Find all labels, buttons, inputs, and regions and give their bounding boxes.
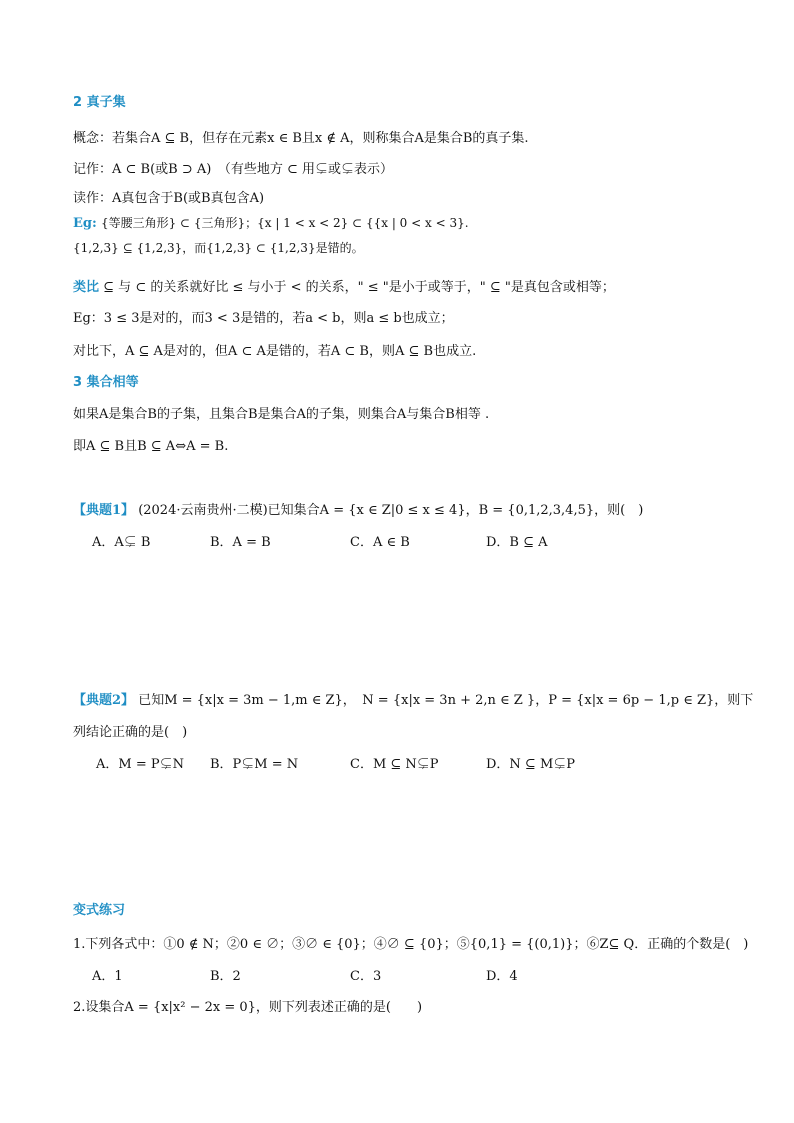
equality-line-1: 如果A是集合B的子集，且集合B是集合A的子集，则集合A与集合B相等 . <box>73 407 490 422</box>
example-2-option-c: C．M ⊆ N⊊P <box>350 757 439 772</box>
practice-q1-option-a: A．1 <box>92 969 123 984</box>
practice-title: 变式练习 <box>73 903 126 918</box>
eg2-line: Eg：3 ≤ 3是对的，而3 < 3是错的，若a < b，则a ≤ b也成立； <box>73 311 454 326</box>
practice-q1-option-d: D．4 <box>486 969 518 984</box>
example-2-tag: 【典题2】 <box>73 693 135 708</box>
example-1-option-a: A．A⊊ B <box>92 535 151 550</box>
equality-line-2: 即A ⊆ B且B ⊆ A⇔A = B. <box>73 439 229 454</box>
example-1-stem <box>73 502 643 520</box>
practice-q1-option-b: B．2 <box>210 969 241 984</box>
reading-line: 读作：A真包含于B(或B真包含A) <box>73 191 265 206</box>
example-2-option-a: A．M = P⊊N <box>96 757 184 772</box>
concept-line: 概念：若集合A ⊆ B，但存在元素x ∈ B且x ∉ A，则称集合A是集合B的真子集. <box>73 131 529 146</box>
example-line-2: {1,2,3} ⊆ {1,2,3}，而{1,2,3} ⊂ {1,2,3}是错的。 <box>73 241 364 255</box>
section-title-proper-subset: 2 真子集 <box>73 95 126 110</box>
example-2-option-d: D．N ⊆ M⊊P <box>486 757 576 772</box>
contrast-line: 对比下，A ⊆ A是对的，但A ⊂ A是错的，若A ⊂ B，则A ⊆ B也成立. <box>73 344 477 359</box>
example-2-option-b: B．P⊊M = N <box>210 757 299 772</box>
practice-q1-option-c: C．3 <box>350 969 382 984</box>
example-2-stem <box>73 692 753 710</box>
practice-question-1: 1.下列各式中：①0 ∉ N；②0 ∈ ∅；③∅ ∈ {0}；④∅ ⊆ {0}；⑤{0,1} = {(0,1)}；⑥Z⊆ Q．正确的个数是( ) <box>73 937 749 952</box>
eg-label: Eg: <box>73 216 97 231</box>
analogy-text: ⊆ 与 ⊂ 的关系就好比 ≤ 与小于 < 的关系，" ≤ "是小于或等于，" ⊆ "是真包含或相等； <box>103 280 615 295</box>
example-2-text: 已知M = {x|x = 3m − 1,m ∈ Z}， N = {x|x = 3n + 2,n ∈ Z }，P = {x|x = 6p − 1,p ∈ Z}，则下 <box>138 693 754 708</box>
example-1-tag: 【典题1】 <box>73 503 135 518</box>
example-2-stem-2: 列结论正确的是( ) <box>73 725 188 740</box>
analogy-line <box>73 279 615 297</box>
analogy-label: 类比 <box>73 280 100 295</box>
example-1-text: (2024·云南贵州·二模)已知集合A = {x ∈ Z|0 ≤ x ≤ 4}，B = {0,1,2,3,4,5}，则( ) <box>138 503 644 518</box>
section-title-set-equality: 3 集合相等 <box>73 375 139 390</box>
practice-question-2: 2.设集合A = {x|x² − 2x = 0}，则下列表述正确的是( ) <box>73 1000 423 1015</box>
example-1-option-d: D．B ⊆ A <box>486 535 548 550</box>
example-1-option-c: C．A ∈ B <box>350 535 410 550</box>
notation-line: 记作：A ⊂ B(或B ⊃ A) （有些地方 ⊂ 用⊊或⊊表示） <box>73 162 393 177</box>
example-line <box>73 214 469 233</box>
example-1-option-b: B．A = B <box>210 535 271 550</box>
eg-text: {等腰三角形} ⊂ {三角形}；{x | 1 < x < 2} ⊂ {{x | 0 < x < 3}. <box>100 216 469 230</box>
